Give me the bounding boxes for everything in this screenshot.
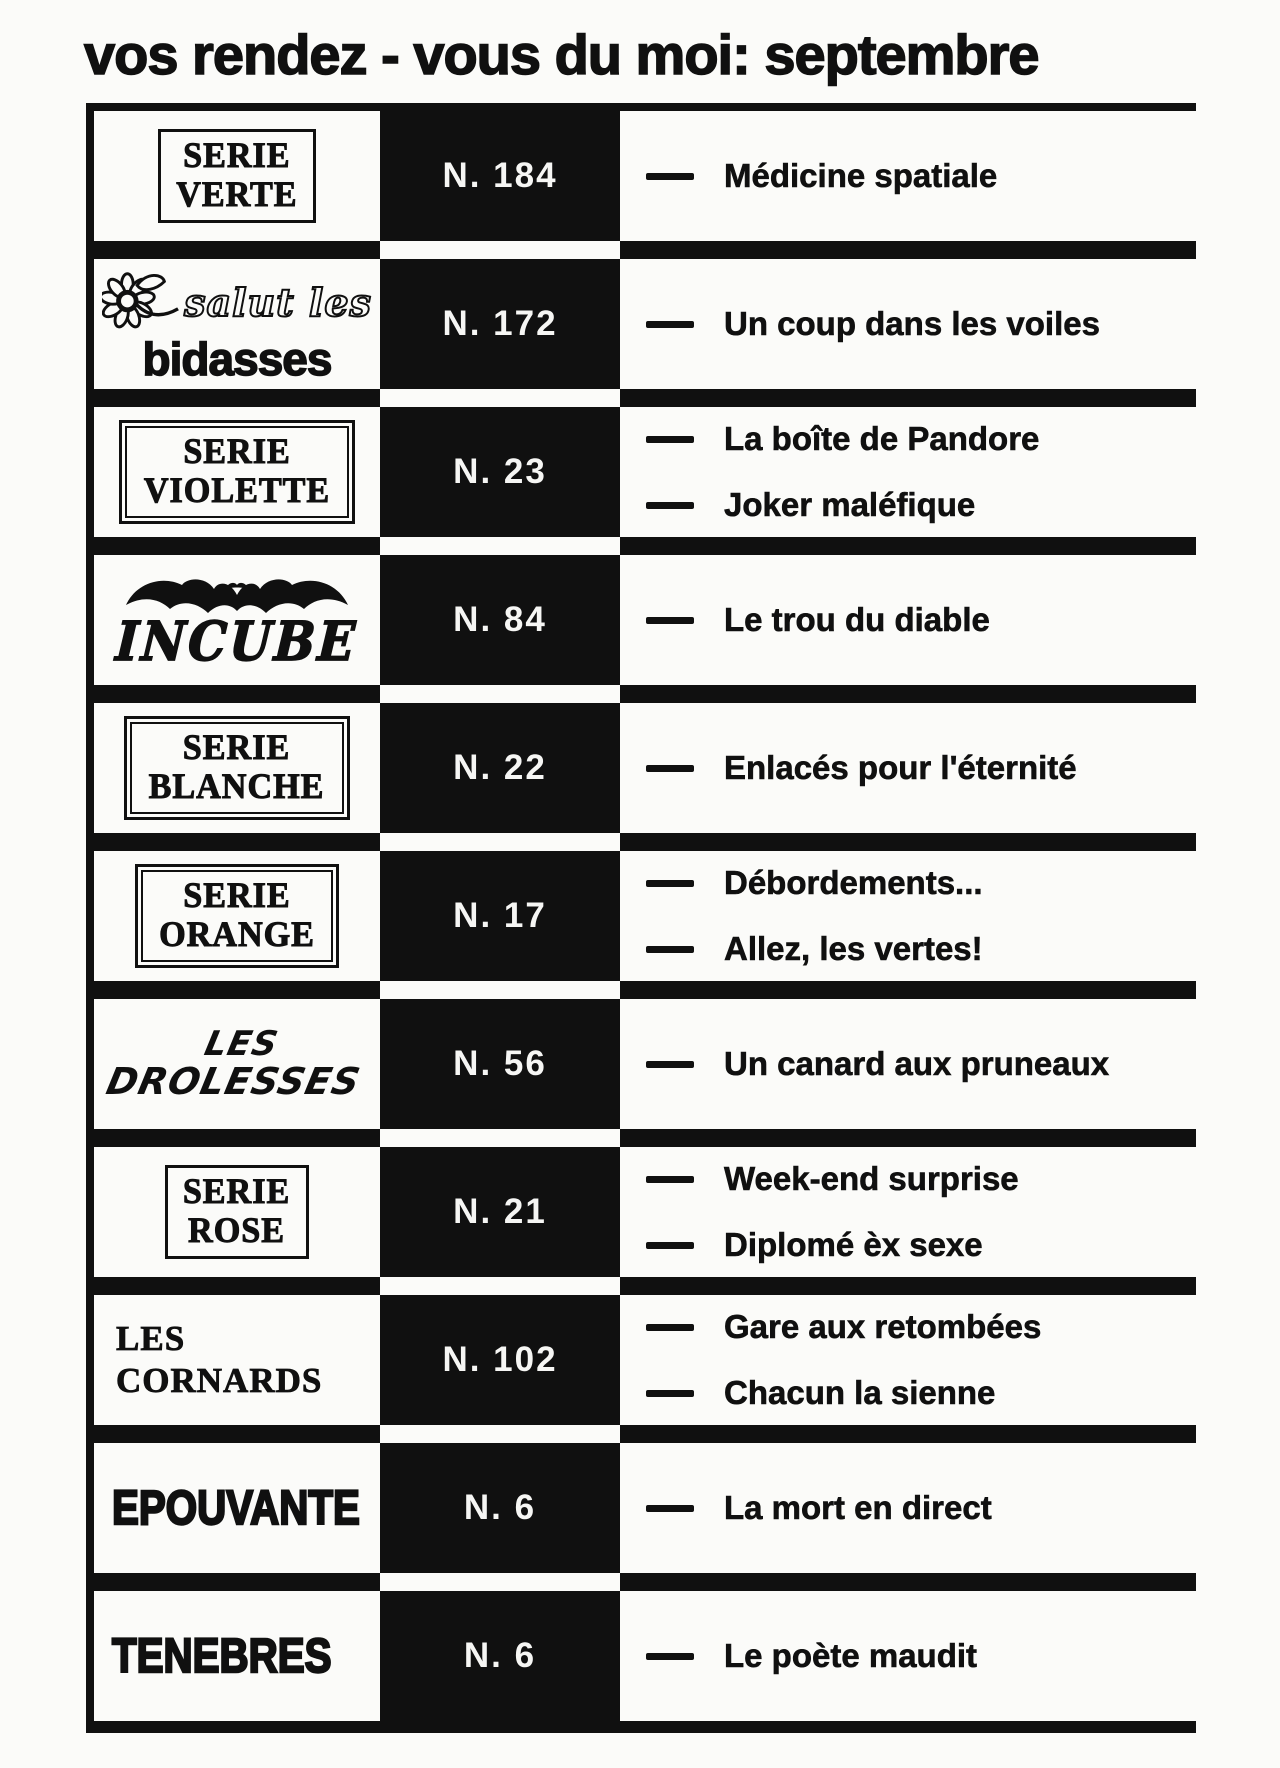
table-row [94, 703, 1196, 833]
issue-number-cell: N. 172 [380, 259, 620, 389]
dash-icon [646, 1324, 694, 1331]
dash-icon [646, 1390, 694, 1397]
row-separator [94, 241, 1196, 259]
title-line [646, 601, 1196, 639]
series-logo-cell [94, 1591, 380, 1721]
series-incube-logo: INCUBE [114, 610, 360, 674]
issue-number-cell: N. 17 [380, 851, 620, 981]
table-row [94, 851, 1196, 981]
series-logo-line: SERIE [183, 875, 291, 916]
series-logo-cell [94, 1443, 380, 1573]
issue-title: Gare aux retombées [724, 1308, 1042, 1345]
issue-number-cell: N. 84 [380, 555, 620, 685]
titles-cell [620, 703, 1196, 833]
table-row [94, 111, 1196, 241]
title-line [646, 930, 1196, 968]
issue-title: Un coup dans les voiles [724, 305, 1100, 342]
series-logo-line: VIOLETTE [143, 470, 331, 510]
table-row [94, 1591, 1196, 1721]
issue-number-cell: N. 56 [380, 999, 620, 1129]
row-separator [94, 685, 1196, 703]
row-separator [94, 1277, 1196, 1295]
table-row [94, 1147, 1196, 1277]
series-logo-cell [94, 555, 380, 685]
series-script-text: salut les [184, 279, 372, 325]
issue-title: Débordements... [724, 864, 983, 901]
title-line [646, 1489, 1196, 1527]
series-tenebres-logo: TENEBRES [112, 1629, 332, 1683]
series-cornards-logo [116, 1318, 322, 1402]
dash-icon [646, 502, 694, 509]
daisy-flower-icon [102, 267, 180, 337]
issue-number-cell: N. 23 [380, 407, 620, 537]
series-epouvante-logo: EPOUVANTE [112, 1481, 360, 1535]
series-logo-line: LES [200, 1023, 282, 1064]
row-separator [94, 537, 1196, 555]
series-logo-line: DROLESSES [102, 1059, 365, 1103]
dash-icon [646, 1242, 694, 1249]
titles-cell [620, 1295, 1196, 1425]
issue-title: Médicine spatiale [724, 157, 998, 194]
dash-icon [646, 765, 694, 772]
series-logo-line: LES [116, 1319, 186, 1358]
table-row [94, 259, 1196, 389]
title-line [646, 305, 1196, 343]
dash-icon [646, 173, 694, 180]
row-separator [94, 981, 1196, 999]
series-bidasses-logo: bidasses [142, 333, 332, 386]
titles-cell [620, 555, 1196, 685]
titles-cell [620, 407, 1196, 537]
title-line [646, 1226, 1196, 1264]
dash-icon [646, 321, 694, 328]
series-logo-line: SERIE [183, 431, 291, 472]
issue-title: Week-end surprise [724, 1160, 1019, 1197]
row-separator [94, 389, 1196, 407]
dash-icon [646, 880, 694, 887]
series-logo-cell [94, 259, 380, 389]
row-separator [94, 833, 1196, 851]
issue-title: Joker maléfique [724, 486, 976, 523]
title-line [646, 1374, 1196, 1412]
series-drolesses-logo [102, 1023, 371, 1103]
series-logo-cell [94, 703, 380, 833]
title-line [646, 420, 1196, 458]
issue-title: Un canard aux pruneaux [724, 1045, 1110, 1082]
issue-title: La boîte de Pandore [724, 420, 1040, 457]
issue-number-cell: N. 184 [380, 111, 620, 241]
issue-title: Enlacés pour l'éternité [724, 749, 1077, 786]
issue-number-cell: N. 6 [380, 1443, 620, 1573]
series-logo-cell [94, 407, 380, 537]
series-logo-line: BLANCHE [149, 766, 325, 806]
series-logo-line: SERIE [183, 135, 291, 176]
issue-number-cell: N. 102 [380, 1295, 620, 1425]
row-separator [94, 1573, 1196, 1591]
series-logo-cell [94, 1147, 380, 1277]
issue-number-cell: N. 6 [380, 1591, 620, 1721]
titles-cell [620, 1591, 1196, 1721]
issue-title: Chacun la sienne [724, 1374, 996, 1411]
issue-title: La mort en direct [724, 1489, 992, 1526]
row-separator [94, 1129, 1196, 1147]
titles-cell [620, 111, 1196, 241]
issue-title: Le trou du diable [724, 601, 990, 638]
titles-cell [620, 999, 1196, 1129]
september-release-table [86, 103, 1196, 1733]
dash-icon [646, 946, 694, 953]
dash-icon [646, 1505, 694, 1512]
series-logo-cell [94, 1295, 380, 1425]
titles-cell [620, 851, 1196, 981]
table-row [94, 1443, 1196, 1573]
series-blanche-logo [130, 722, 343, 814]
issue-title: Allez, les vertes! [724, 930, 983, 967]
title-line [646, 864, 1196, 902]
issue-title: Diplomé èx sexe [724, 1226, 983, 1263]
issue-number-cell: N. 22 [380, 703, 620, 833]
series-logo-line: SERIE [183, 727, 291, 768]
title-line [646, 1308, 1196, 1346]
issue-number-cell: N. 21 [380, 1147, 620, 1277]
series-logo-line: CORNARDS [116, 1361, 323, 1400]
title-line [646, 486, 1196, 524]
series-rose-logo [165, 1165, 308, 1259]
series-logo-cell [94, 851, 380, 981]
page-title: vos rendez - vous du moi: septembre [84, 23, 1039, 86]
title-line [646, 749, 1196, 787]
series-logo-line: SERIE [183, 1171, 291, 1212]
dash-icon [646, 617, 694, 624]
series-logo-line: ORANGE [159, 914, 315, 954]
series-orange-logo [141, 870, 333, 962]
series-logo-line: VERTE [176, 174, 298, 214]
title-line [646, 1637, 1196, 1675]
series-violette-logo [125, 426, 349, 518]
dash-icon [646, 436, 694, 443]
table-row [94, 555, 1196, 685]
issue-title: Le poète maudit [724, 1637, 978, 1674]
series-verte-logo [158, 129, 316, 223]
titles-cell [620, 1443, 1196, 1573]
dash-icon [646, 1176, 694, 1183]
dash-icon [646, 1061, 694, 1068]
series-logo-line: ROSE [188, 1210, 286, 1250]
table-row [94, 999, 1196, 1129]
dash-icon [646, 1653, 694, 1660]
table-row [94, 407, 1196, 537]
series-logo-cell [94, 999, 380, 1129]
title-line [646, 1045, 1196, 1083]
titles-cell [620, 259, 1196, 389]
series-logo-cell [94, 111, 380, 241]
title-line [646, 1160, 1196, 1198]
table-row [94, 1295, 1196, 1425]
titles-cell [620, 1147, 1196, 1277]
title-line [646, 157, 1196, 195]
row-separator [94, 1425, 1196, 1443]
